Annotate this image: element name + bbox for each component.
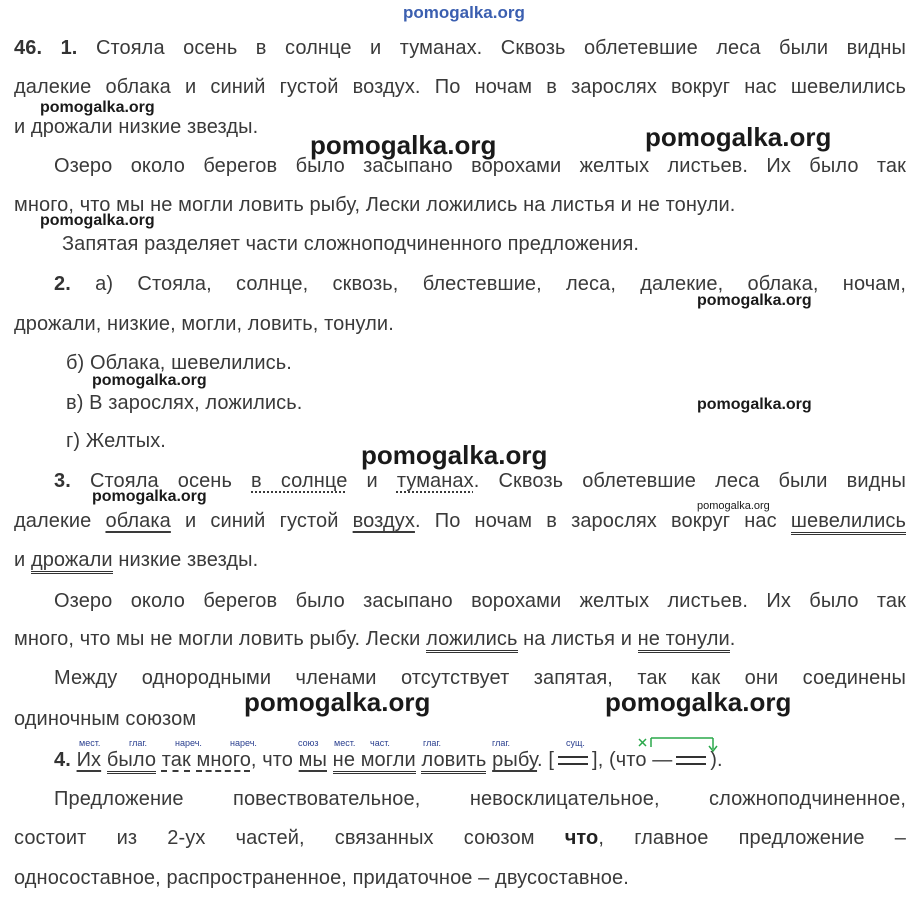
part-2-number: 2. xyxy=(54,273,71,295)
part-1-number: 1. xyxy=(60,37,78,59)
underlined-word: Их xyxy=(76,749,102,771)
underlined-word: так xyxy=(161,749,191,771)
underlined-word: ловить xyxy=(421,749,486,774)
ex3-line-6: Между однородными членами отсутствует запятая, так как они соединены xyxy=(54,667,906,689)
watermark: pomogalka.org xyxy=(40,212,155,229)
watermark: pomogalka.org xyxy=(697,500,770,512)
watermark: pomogalka.org xyxy=(310,130,497,160)
text: . xyxy=(729,628,736,650)
text: Стояла осень xyxy=(89,470,252,492)
underlined-predicate: ложились xyxy=(426,628,517,653)
text: далекие xyxy=(14,510,106,532)
ex2-item-g: г) Желтых. xyxy=(66,430,166,452)
scheme-arrow-icon xyxy=(637,735,721,755)
watermark-top: pomogalka.org xyxy=(403,3,525,22)
text: и xyxy=(347,470,397,492)
watermark: pomogalka.org xyxy=(40,99,155,116)
text: состоит из 2-ух частей, связанных союзом xyxy=(14,827,535,849)
underlined-predicate: дрожали xyxy=(31,549,113,574)
ex3-line-3 xyxy=(14,548,258,572)
pos-tag: мест. xyxy=(334,738,356,748)
text: на листья и xyxy=(517,628,638,650)
text: и синий густой xyxy=(170,510,353,532)
pos-tag: нареч. xyxy=(175,738,202,748)
exercise-number: 46. xyxy=(14,37,43,59)
predicate-symbol xyxy=(558,756,588,765)
underlined-word: рыбу xyxy=(492,749,538,771)
ex2-item-v: в) В зарослях, ложились. xyxy=(66,392,303,414)
watermark: pomogalka.org xyxy=(605,687,792,717)
watermark: pomogalka.org xyxy=(244,687,431,717)
underlined-word: было xyxy=(107,749,156,774)
pos-tag: глаг. xyxy=(129,738,148,748)
ex4-line-3 xyxy=(14,826,906,850)
text: . [ xyxy=(537,749,555,771)
text: ], (что — xyxy=(592,749,673,771)
ex2-text-1: а) Стояла, солнце, сквозь, блестевшие, леса, далекие, облака, ночам, xyxy=(95,273,906,295)
text: , что xyxy=(250,749,299,771)
ex3-line-5 xyxy=(14,627,735,651)
underlined-subject: облака xyxy=(105,510,171,532)
underlined-predicate: не тонули xyxy=(638,628,730,653)
underlined-subject: воздух xyxy=(352,510,415,532)
text: . По ночам в зарослях вокруг нас xyxy=(414,510,791,532)
ex1-line-4: Озеро около берегов было засыпано ворохами желтых листьев. Их было так xyxy=(54,155,906,177)
watermark: pomogalka.org xyxy=(697,292,812,309)
ex1-text-1: Стояла осень в солнце и туманах. Сквозь облетевшие леса были видны xyxy=(95,37,906,59)
ex4-line-1 xyxy=(54,748,723,772)
ex2-item-b: б) Облака, шевелились. xyxy=(66,352,292,374)
text: . Сквозь облетевшие леса были видны xyxy=(473,470,907,492)
pos-tag: част. xyxy=(370,738,390,748)
pos-tag: глаг. xyxy=(423,738,442,748)
pos-tag: союз xyxy=(298,738,319,748)
underlined-predicate: шевелились xyxy=(791,510,906,535)
ex1-line-6: Запятая разделяет части сложноподчиненного предложения. xyxy=(62,233,640,255)
ex1-line-3: и дрожали низкие звезды. xyxy=(14,116,259,138)
pos-tag: нареч. xyxy=(230,738,257,748)
ex2-line-2: дрожали, низкие, могли, ловить, тонули. xyxy=(14,313,394,335)
ex4-line-2: Предложение повествовательное, невосклицательное, сложноподчиненное, xyxy=(54,788,906,810)
ex1-line-5: много, что мы не могли ловить рыбу, Лески ложились на листья и не тонули. xyxy=(14,194,736,216)
underlined-word: мы xyxy=(298,749,327,771)
underlined-adverbial: в солнце xyxy=(251,470,348,492)
text: ). xyxy=(710,749,723,771)
text: , главное предложение – xyxy=(598,827,906,849)
underlined-word: не могли xyxy=(333,749,416,774)
pos-tag: глаг. xyxy=(492,738,511,748)
watermark: pomogalka.org xyxy=(92,488,207,505)
text: много, что мы не могли ловить рыбу. Лески xyxy=(14,628,427,650)
watermark: pomogalka.org xyxy=(92,372,207,389)
pos-tag: мест. xyxy=(79,738,101,748)
predicate-symbol xyxy=(676,756,706,765)
ex3-line-7: одиночным союзом xyxy=(14,708,197,730)
part-3-number: 3. xyxy=(54,470,71,492)
watermark: pomogalka.org xyxy=(361,440,548,470)
underlined-adverbial: туманах xyxy=(396,470,474,492)
ex3-line-2 xyxy=(14,509,906,533)
ex1-line-2: далекие облака и синий густой воздух. По ночам в зарослях вокруг нас шевелились xyxy=(14,76,906,98)
watermark: pomogalka.org xyxy=(645,122,832,152)
part-4-number: 4. xyxy=(54,749,71,771)
pos-tag: сущ. xyxy=(566,738,585,748)
text: низкие звезды. xyxy=(112,549,259,571)
ex3-line-4: Озеро около берегов было засыпано ворохами желтых листьев. Их было так xyxy=(54,590,906,612)
bold-conjunction: что xyxy=(564,827,599,849)
ex1-line-1 xyxy=(14,36,906,60)
text: и xyxy=(14,549,31,571)
ex4-line-4: односоставное, распространенное, придаточное – двусоставное. xyxy=(14,867,629,889)
watermark: pomogalka.org xyxy=(697,396,812,413)
underlined-word: много xyxy=(196,749,251,771)
